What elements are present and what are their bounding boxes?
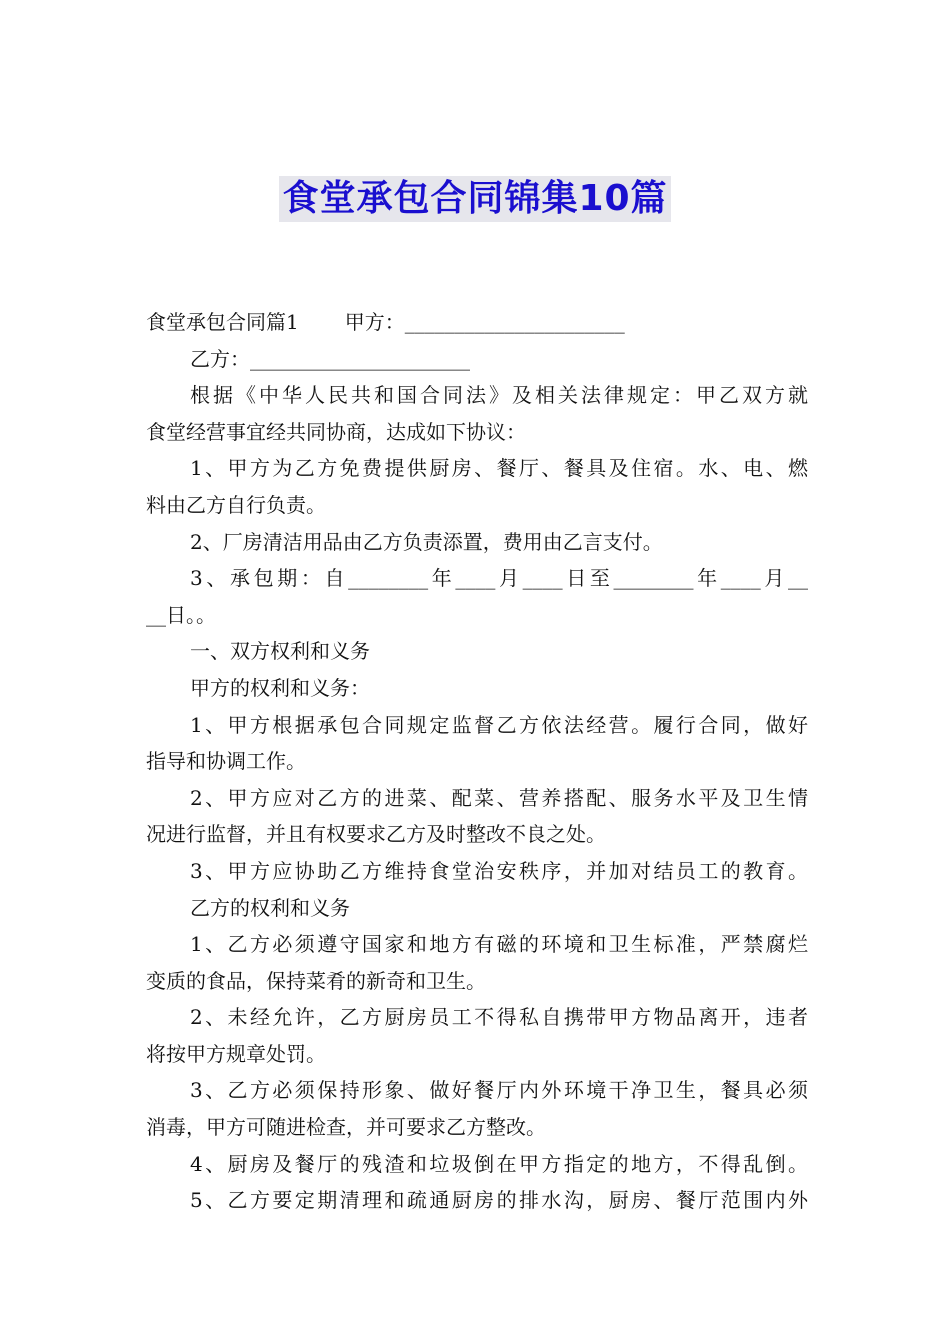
text-line: 4、厨房及餐厅的残渣和垃圾倒在甲方指定的地方，不得乱倒。 (190, 1151, 808, 1176)
party-a-field: 甲方：______________________ (344, 310, 625, 334)
text-line: 变质的食品，保持菜肴的新奇和卫生。 (146, 968, 486, 993)
text-line: 况进行监督，并且有权要求乙方及时整改不良之处。 (146, 822, 606, 847)
text-line: 3、乙方必须保持形象、做好餐厅内外环境干净卫生，餐具必须 (190, 1078, 808, 1103)
section-heading: 一、双方权利和义务 (190, 639, 370, 664)
contract-heading: 食堂承包合同篇1 (146, 310, 299, 334)
text-line: 1、甲方根据承包合同规定监督乙方依法经营。履行合同，做好 (190, 712, 808, 737)
text-line: 消毒，甲方可随进检查，并可要求乙方整改。 (146, 1115, 546, 1140)
text-line: 1、乙方必须遵守国家和地方有磁的环境和卫生标准，严禁腐烂 (190, 932, 808, 957)
text-line: 食堂经营事宜经共同协商，达成如下协议： (146, 419, 526, 444)
subsection-heading: 甲方的权利和义务： (190, 675, 370, 700)
document-title: 食堂承包合同锦集10篇 (279, 176, 670, 222)
text-line: __日。。 (146, 602, 216, 627)
subsection-heading: 乙方的权利和义务 (190, 895, 350, 920)
text-line: 将按甲方规章处罚。 (146, 1041, 326, 1066)
text-line: 3、甲方应协助乙方维持食堂治安秩序，并加对结员工的教育。 (190, 858, 808, 883)
text-line: 1、甲方为乙方免费提供厨房、餐厅、餐具及住宿。水、电、燃 (190, 456, 808, 481)
text-line: 料由乙方自行负责。 (146, 492, 326, 517)
text-line: 2、厂房清洁用品由乙方负责添置，费用由乙言支付。 (190, 529, 663, 554)
text-line: 根据《中华人民共和国合同法》及相关法律规定：甲乙双方就 (190, 383, 808, 408)
text-line: 2、甲方应对乙方的进菜、配菜、营养搭配、服务水平及卫生情 (190, 785, 808, 810)
document-body (146, 304, 808, 1219)
title-area (0, 176, 950, 222)
text-line: 5、乙方要定期清理和疏通厨房的排水沟，厨房、餐厅范围内外 (190, 1188, 808, 1213)
text-line: 指导和协调工作。 (146, 749, 306, 774)
text-line: 乙方：______________________ (190, 346, 470, 371)
text-line (146, 304, 808, 341)
text-line: 3、承包期：自________年____月____日至________年____月__ (190, 566, 808, 591)
text-line: 2、未经允许，乙方厨房员工不得私自携带甲方物品离开，违者 (190, 1005, 808, 1030)
